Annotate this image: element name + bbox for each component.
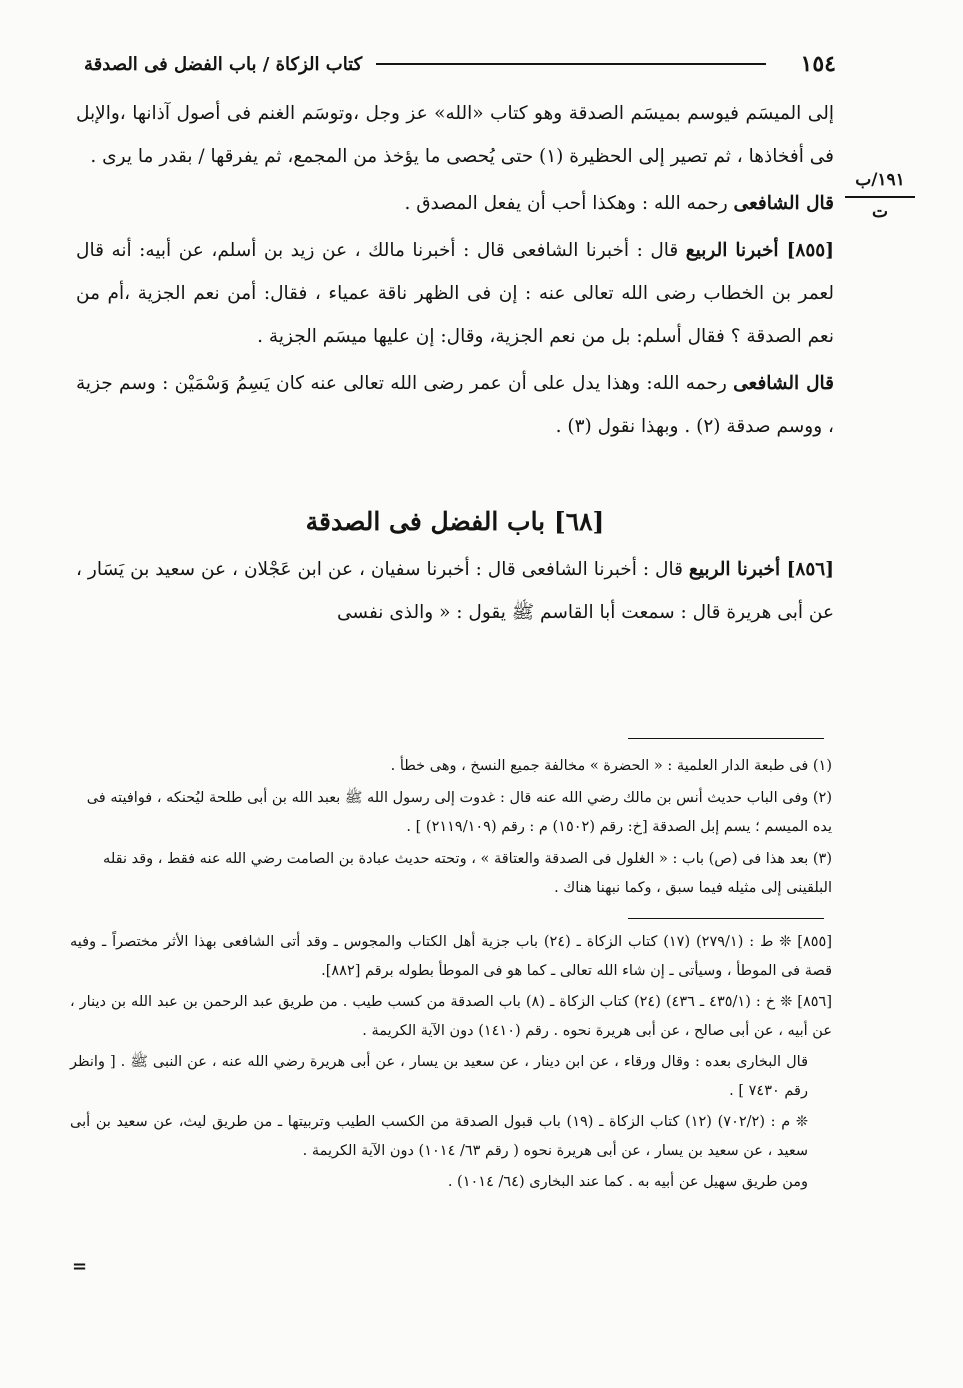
paragraph-5-body: قال : أخبرنا الشافعى قال : أخبرنا سفيان ، عن ابن عَجْلان ، عن سعيد بن يَسَار ، عن أبى هريرة قال : سمعت أبا القاسم ﷺ يقول : « والذى نفسى (76, 559, 834, 623)
footnotes (76, 752, 832, 906)
margin-note (845, 170, 915, 222)
footnote: (٢) وفى الباب حديث أنس بن مالك رضي الله عنه قال : غدوت إلى رسول الله ﷺ بعبد الله بن أبى طلحة ليُحنكه ، فوافيته فى يده الميسم ؛ يسم إبل الصدقة [خ: رقم (١٥٠٢) م : رقم (٢١١٩/١٠٩) ] . (86, 790, 832, 835)
footnote-separator (628, 738, 824, 739)
paragraph-5-lead: [٨٥٦] أخبرنا الربيع (688, 559, 834, 580)
manuscript-mark: ت (871, 202, 888, 222)
references-separator (628, 918, 824, 919)
footnote: (٣) بعد هذا فى (ص) باب : « الغلول فى الصدقة والعتاقة » ، وتحته حديث عبادة بن الصامت رضي الله عنه فقط ، وقد نقله البلقينى إلى مثيله فيما سبق ، وكما نبهنا هناك . (103, 851, 832, 896)
reference-entry: ❊ م : (٧٠٢/٢) (١٢) كتاب الزكاة ـ (١٩) باب قبول الصدقة من الكسب الطيب وتربيتها ـ من طريق ليث، عن سعيد بن أبى سعيد ، عن سعيد بن يسار ، عن أبى هريرة نحوه ( رقم ٦٣/ ١٠١٤) دون الآية الكريمة . (70, 1114, 808, 1159)
references (70, 928, 832, 1200)
paragraph-3-body: قال : أخبرنا الشافعى قال : أخبرنا مالك ، عن زيد بن أسلم، عن أبيه: أنه قال لعمر بن الخطاب رضى الله تعالى عنه : إن فى الظهر ناقة عمياء ، فقال: أمن نعم الجزية ،أم من نعم الصدقة ؟ فقال أسلم: بل من نعم الجزية، وقال: إن عليها ميسَم الجزية . (76, 240, 834, 347)
paragraph-4 (76, 362, 834, 448)
reference-entry: قال البخارى بعده : وقال ورقاء ، عن ابن دينار ، عن سعيد بن يسار ، عن أبى هريرة رضي الله عنه ، عن النبى ﷺ . [ وانظر رقم ٧٤٣٠ ] . (70, 1054, 808, 1099)
running-title: كتاب الزكاة / باب الفضل فى الصدقة (84, 53, 363, 75)
header-rule (376, 63, 766, 65)
reference-entry: [٨٥٥] ❊ ط : (٢٧٩/١) (١٧) كتاب الزكاة ـ (٢٤) باب جزية أهل الكتاب والمجوس ـ وقد أتى الشافعى بهذا الأثر مختصراً ـ وفيه قصة فى الموطأ ، وسيأتى ـ إن شاء الله تعالى ـ كما هو فى الموطأ بطوله برقم [٨٨٢]. (70, 934, 832, 979)
reference-entry: ومن طريق سهيل عن أبيه به . كما عند البخارى (٦٤/ ١٠١٤) . (447, 1174, 808, 1190)
paragraph-3 (76, 229, 834, 358)
page-header (84, 46, 836, 82)
margin-rule (845, 196, 915, 198)
reference-entry: [٨٥٦] ❊ خ : (٤٣٥/١ ـ ٤٣٦) (٢٤) كتاب الزكاة ـ (٨) باب الصدقة من كسب طيب . من طريق عبد الرحمن بن عبد الله بن دينار ، عن أبيه ، عن أبى صالح ، عن أبى هريرة نحوه . رقم (١٤١٠) دون الآية الكريمة . (70, 994, 832, 1039)
footnote: (١) فى طبعة الدار العلمية : « الحضرة » مخالفة جميع النسخ ، وهى خطأ . (390, 758, 832, 774)
paragraph-3-lead: [٨٥٥] أخبرنا الربيع (685, 240, 834, 261)
section-title: [٦٨] باب الفضل فى الصدقة (305, 507, 605, 536)
paragraph-4-lead: قال الشافعى (733, 373, 834, 394)
folio-marker: ١٩١/ب (855, 170, 905, 190)
paragraph-2-lead: قال الشافعى (733, 193, 834, 214)
main-text (76, 92, 834, 638)
page-number: ١٥٤ (800, 51, 836, 77)
continuation-mark: = (72, 1256, 88, 1277)
paragraph-4-body: رحمه الله: وهذا يدل على أن عمر رضى الله تعالى عنه كان يَسِمُ وَسْمَيْن : وسم جزية ، ووسم صدقة (٢) . وبهذا نقول (٣) . (76, 373, 834, 437)
paragraph-1: إلى الميسَم فيوسم بميسَم الصدقة وهو كتاب «الله» عز وجل ،وتوسَم الغنم فى أصول آذانها ،والإبل فى أفخاذها ، ثم تصير إلى الحظيرة (١) حتى يُحصى ما يؤخذ من المجمع، ثم يفرقها / بقدر ما يرى . (76, 103, 834, 167)
paragraph-2-body: رحمه الله : وهكذا أحب أن يفعل المصدق . (404, 193, 734, 214)
paragraph-2 (76, 182, 834, 225)
paragraph-5 (76, 548, 834, 634)
